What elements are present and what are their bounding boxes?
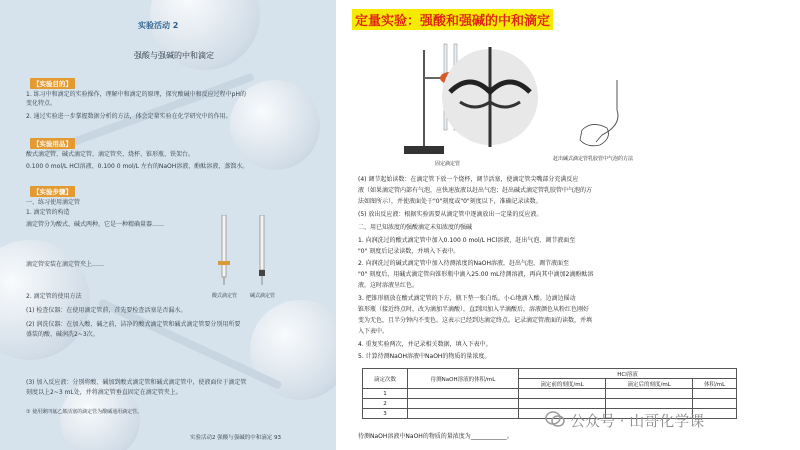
footnote: ① 使用聚四氟乙烯活塞的滴定管为酸碱通用滴定管。: [26, 409, 143, 415]
section-purpose: 【实验目的】: [30, 78, 75, 89]
body-line: (4) 调节起始读数：在滴定管下放一个烧杯，调节活塞，使滴定管尖嘴部分充满反应: [358, 176, 579, 183]
step-line: 2. 滴定管的使用方法: [26, 293, 82, 300]
purpose-line: 变化特点。: [26, 100, 57, 107]
table-row: [363, 399, 737, 409]
body-line: 液（如果滴定管内部有气泡，应快速放液以赶出气泡；赶出碱式滴定管乳胶管中气泡的方: [358, 187, 593, 194]
body-line: 二、用已知浓度的强酸滴定未知浓度的强碱: [358, 224, 473, 231]
section-steps: 【实验步骤】: [30, 186, 75, 197]
body-line: 法如图所示），并使液面处于"0"刻度或"0"刻度以下，准确记录读数。: [358, 198, 542, 205]
material-line: 酸式滴定管、碱式滴定管、滴定管夹、烧杯、锥形瓶、铁架台。: [26, 151, 195, 158]
activity-label: 实验活动 2: [138, 21, 179, 30]
purpose-line: 1. 练习中和滴定的实验操作，理解中和滴定的原理，探究酸碱中和反应过程中pH的: [26, 91, 246, 98]
table-header: 滴定次数: [363, 369, 408, 389]
body-line: 2. 向润洗过的碱式滴定管中加入待测浓度的NaOH溶液，赶出气泡、调节液面至: [358, 260, 570, 267]
step-line: 刻度以上2~3 mL处，并将滴定管垂直固定在滴定管夹上。: [26, 389, 182, 396]
section-materials: 【实验用品】: [30, 138, 75, 149]
step-line: 滴定管安装在滴定管夹上……: [26, 261, 105, 268]
table-row: [363, 389, 737, 399]
textbook-left-page: [0, 0, 336, 450]
step-line: 一、练习使用滴定管: [26, 199, 81, 206]
wechat-icon: [545, 410, 565, 428]
step-line: 1. 滴定管的构造: [26, 209, 70, 216]
body-line: 入下表中。: [358, 328, 389, 335]
step-line: 滴定管分为酸式、碱式两种，它是一种精确量器……: [26, 221, 165, 228]
body-line: 变为无色，且半分钟内不变色。这表示已经到达滴定终点。记录滴定管液面的读数，并填: [358, 317, 593, 324]
table-subheader: 滴定后的刻度/mL: [606, 379, 693, 389]
burette-clamp-photo: [430, 42, 550, 152]
row-index: 1: [363, 389, 408, 399]
slide-heading: 定量实验：强酸和强碱的中和滴定: [352, 9, 553, 30]
watermark: 公众号 · 山哥化学课: [570, 412, 705, 430]
body-line: 3. 把锥形瓶放在酸式滴定管的下方，瓶下垫一张白纸。小心地滴入酸。边滴边摇动: [358, 295, 576, 302]
body-line: 4. 重复实验两次，并记录相关数据，填入下表中。: [358, 341, 492, 348]
fig-label: 碱式滴定管: [250, 293, 276, 299]
page-title: 强酸与强碱的中和滴定: [134, 51, 214, 60]
table-subheader: 体积/mL: [693, 379, 737, 389]
step-line: (3) 加入反应液：分别将酸、碱加到酸式滴定管和碱式滴定管中，使液面位于滴定管: [26, 379, 247, 386]
body-line: 5. 计算待测NaOH溶液中NaOH的物质的量浓度。: [358, 353, 491, 360]
table-subheader: 滴定前的刻度/mL: [519, 379, 606, 389]
fig-label: 酸式滴定管: [212, 293, 238, 299]
step-line: (1) 检查仪器：在使用滴定管前，首先要检查活塞是否漏水。: [26, 307, 187, 314]
body-line: "0" 刻度后，用碱式滴定管向锥形瓶中滴入25.00 mL待测溶液，再向其中滴加2滴酚酞溶: [358, 271, 594, 278]
fig-caption: 赶出碱式滴定管乳胶管中气泡的方法: [553, 156, 634, 162]
row-index: 3: [363, 409, 408, 419]
result-line: 待测NaOH溶液中NaOH的物质的量浓度为____________。: [358, 433, 513, 440]
body-line: 锥形瓶（接近终点时，改为滴加半滴酸），直到因加入半滴酸后，溶液颜色从粉红色刚好: [358, 306, 590, 313]
step-line: 盛装的酸、碱润洗2~3次。: [26, 331, 99, 338]
page-footer: 实验活动2 强酸与强碱的中和滴定 93: [190, 435, 281, 441]
table-header: 待测NaOH溶液的体积/mL: [408, 369, 519, 389]
burette-figure: [200, 215, 290, 295]
fig-caption: 固定滴定管: [435, 161, 461, 167]
step-line: (2) 润洗仪器：在加入酸、碱之前，洁净的酸式滴定管和碱式滴定管要分别用所要: [26, 321, 241, 328]
purpose-line: 2. 通过实验进一步掌握数据分析的方法，体会定量实验在化学研究中的作用。: [26, 113, 232, 120]
body-line: (5) 放出反应液：根据实验需要从滴定管中逐滴放出一定量的反应液。: [358, 211, 543, 218]
body-line: 1. 向润洗过的酸式滴定管中加入0.100 0 mol/L HCl溶液，赶出气泡、调节液面至: [358, 237, 576, 244]
body-line: "0" 刻度后记录读数，并填入下表中。: [358, 248, 460, 255]
body-line: 液，这时溶液呈红色。: [358, 282, 419, 289]
row-index: 2: [363, 399, 408, 409]
table-header: HCl溶液: [519, 369, 737, 379]
expel-bubble-drawing: [562, 80, 652, 155]
material-line: 0.100 0 mol/L HCl溶液、0.100 0 mol/L 左右的NaOH溶液、酚酞溶液、蒸馏水。: [26, 163, 249, 170]
